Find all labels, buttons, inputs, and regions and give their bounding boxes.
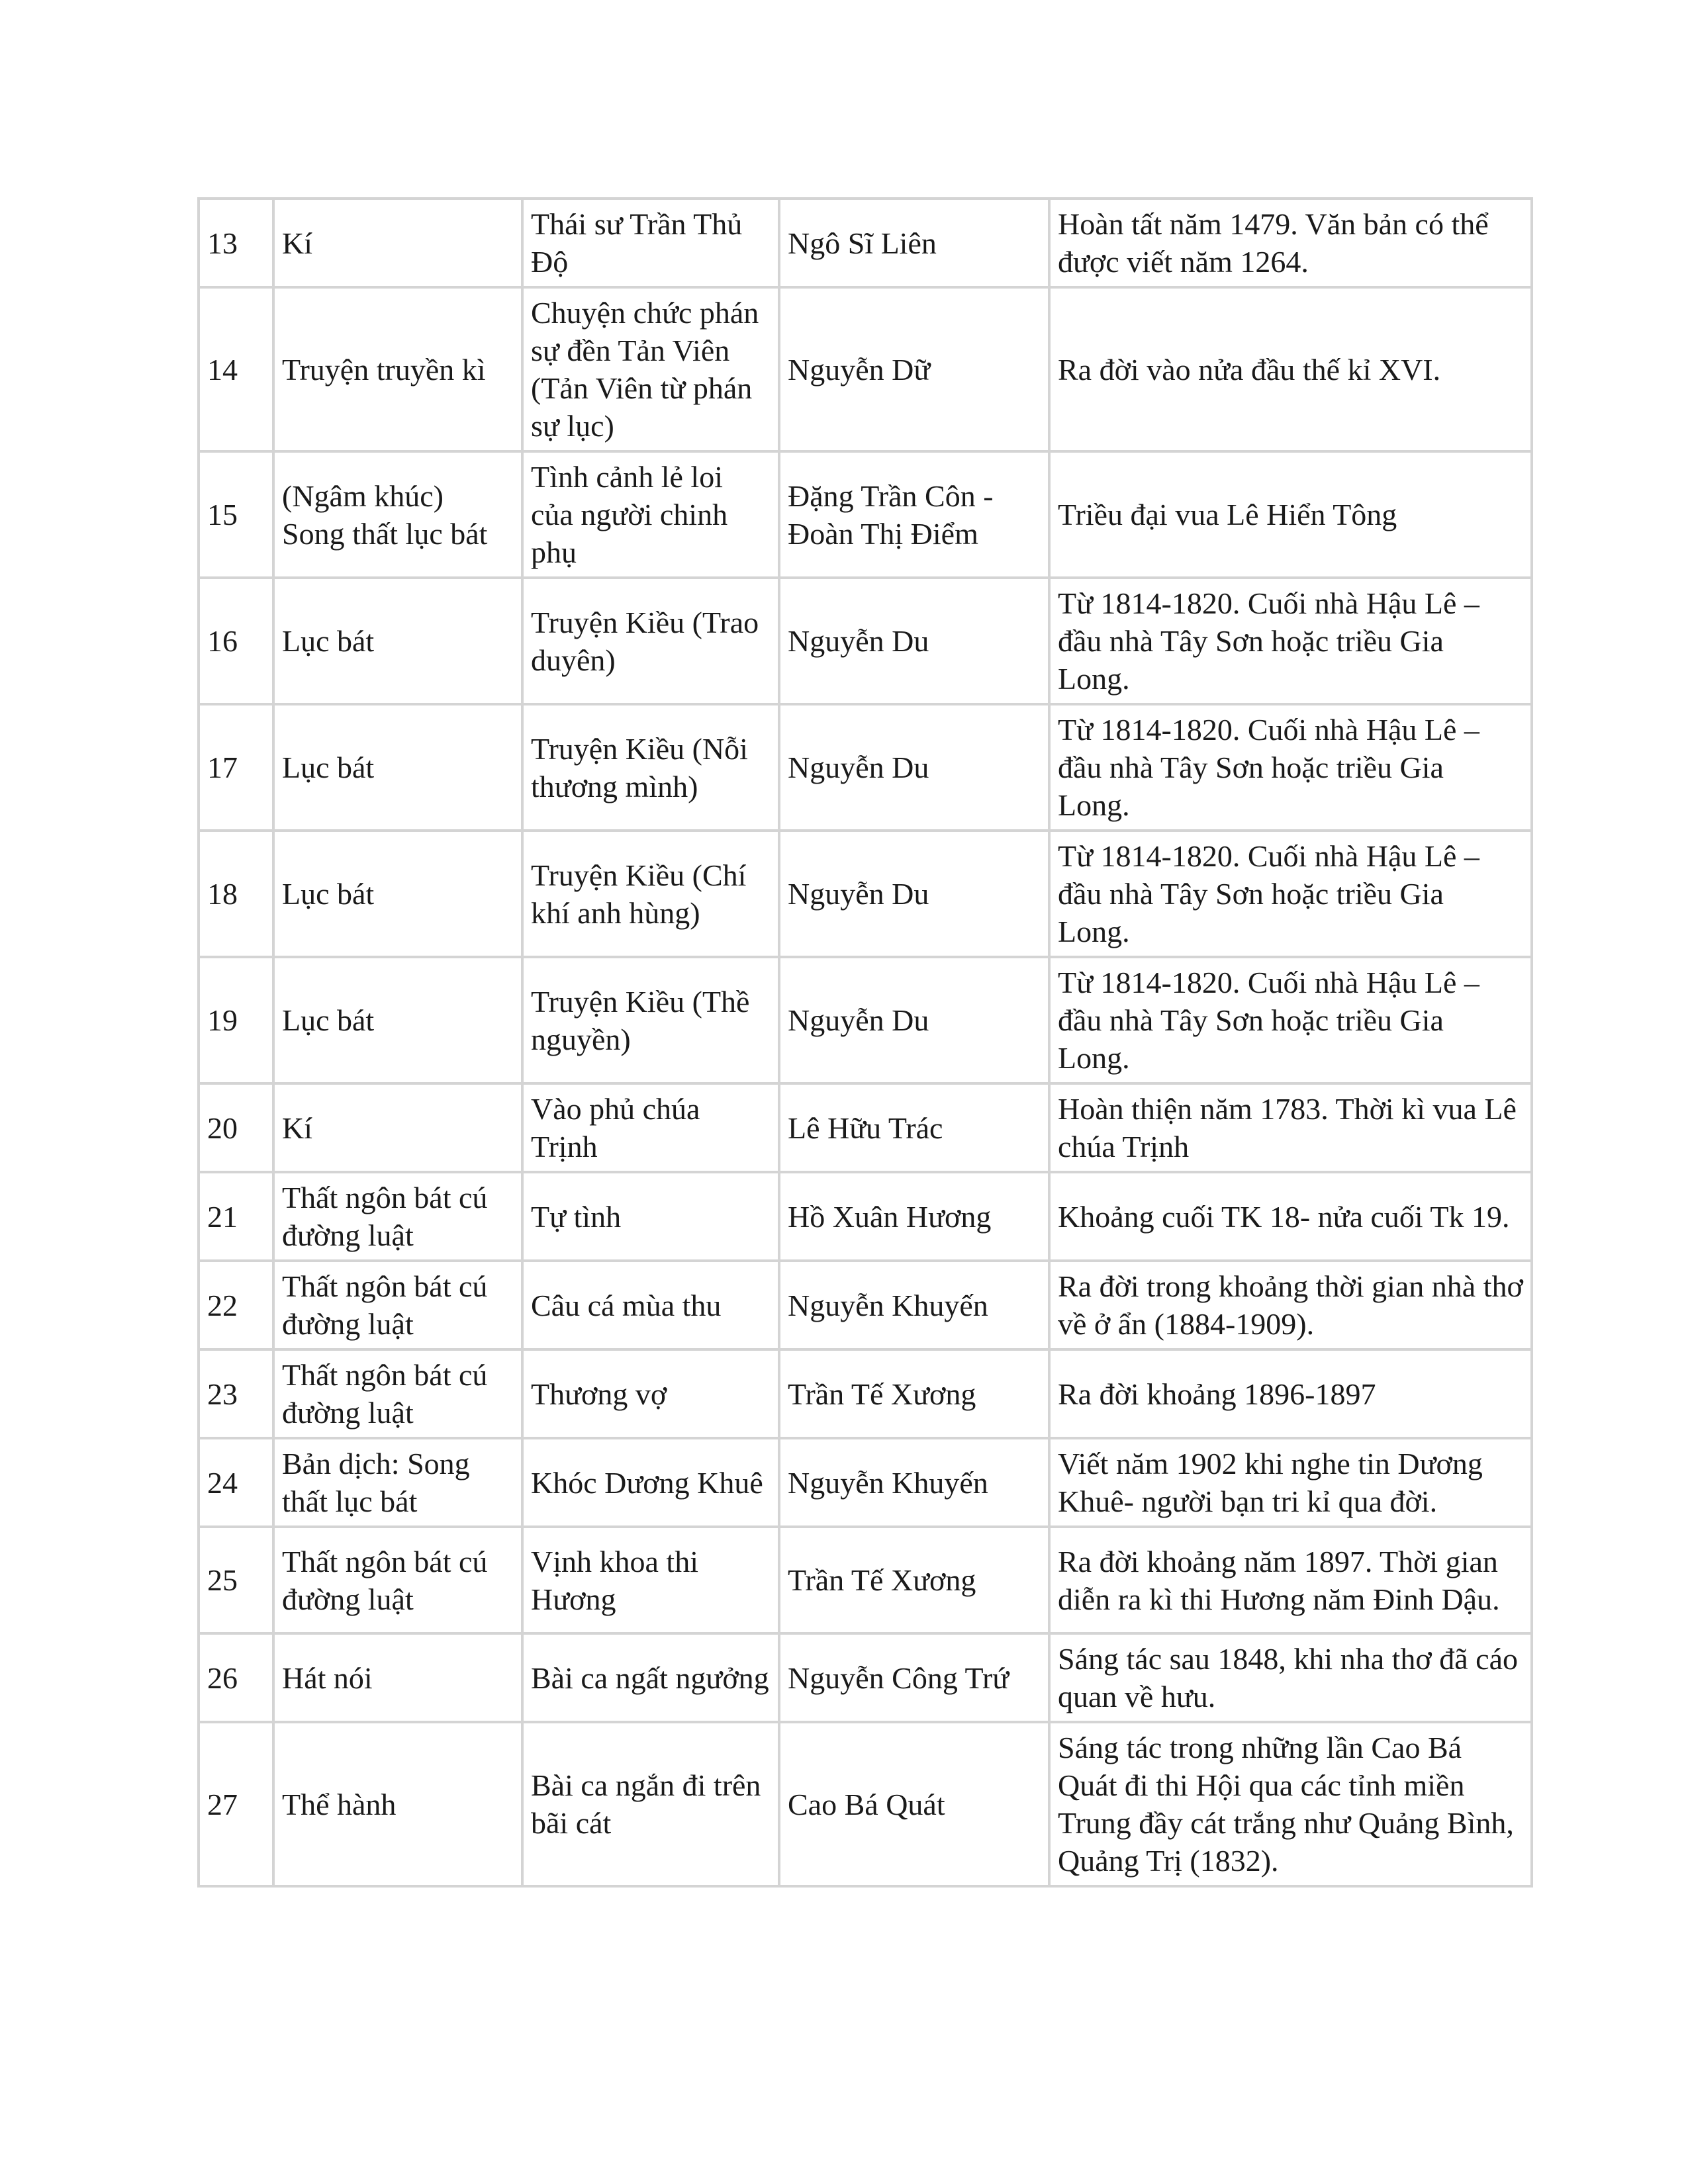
context-cell: Viết năm 1902 khi nghe tin Dương Khuê- người bạn tri kỉ qua đời. bbox=[1049, 1438, 1532, 1527]
author-cell: Nguyễn Du bbox=[779, 831, 1049, 957]
table-row bbox=[199, 1261, 1532, 1349]
author-cell: Lê Hữu Trác bbox=[779, 1083, 1049, 1172]
genre-cell: Thất ngôn bát cú đường luật bbox=[273, 1261, 522, 1349]
author-cell: Cao Bá Quát bbox=[779, 1722, 1049, 1886]
context-cell: Từ 1814-1820. Cuối nhà Hậu Lê – đầu nhà Tây Sơn hoặc triều Gia Long. bbox=[1049, 957, 1532, 1083]
table-row bbox=[199, 957, 1532, 1083]
context-cell: Ra đời khoảng năm 1897. Thời gian diễn ra kì thi Hương năm Đinh Dậu. bbox=[1049, 1527, 1532, 1633]
author-cell: Ngô Sĩ Liên bbox=[779, 199, 1049, 287]
row-number: 24 bbox=[199, 1438, 273, 1527]
context-cell: Triều đại vua Lê Hiển Tông bbox=[1049, 451, 1532, 578]
table-row bbox=[199, 1633, 1532, 1722]
context-cell: Từ 1814-1820. Cuối nhà Hậu Lê – đầu nhà Tây Sơn hoặc triều Gia Long. bbox=[1049, 578, 1532, 704]
table-row bbox=[199, 1722, 1532, 1886]
title-cell: Truyện Kiều (Nỗi thương mình) bbox=[522, 704, 779, 831]
author-cell: Nguyễn Dữ bbox=[779, 287, 1049, 451]
author-cell: Nguyễn Khuyến bbox=[779, 1438, 1049, 1527]
title-cell: Bài ca ngất ngưởng bbox=[522, 1633, 779, 1722]
title-cell: Vịnh khoa thi Hương bbox=[522, 1527, 779, 1633]
table-body bbox=[199, 199, 1532, 1886]
genre-cell: (Ngâm khúc) Song thất lục bát bbox=[273, 451, 522, 578]
genre-cell: Lục bát bbox=[273, 957, 522, 1083]
genre-cell: Lục bát bbox=[273, 704, 522, 831]
context-cell: Ra đời trong khoảng thời gian nhà thơ về ở ẩn (1884-1909). bbox=[1049, 1261, 1532, 1349]
author-cell: Đặng Trần Côn - Đoàn Thị Điểm bbox=[779, 451, 1049, 578]
context-cell: Hoàn thiện năm 1783. Thời kì vua Lê chúa Trịnh bbox=[1049, 1083, 1532, 1172]
title-cell: Tự tình bbox=[522, 1172, 779, 1261]
context-cell: Ra đời khoảng 1896-1897 bbox=[1049, 1349, 1532, 1438]
context-cell: Khoảng cuối TK 18- nửa cuối Tk 19. bbox=[1049, 1172, 1532, 1261]
table-row bbox=[199, 1083, 1532, 1172]
literature-table bbox=[197, 197, 1533, 1888]
context-cell: Sáng tác trong những lần Cao Bá Quát đi thi Hội qua các tỉnh miền Trung đầy cát trắng như Quảng Bình, Quảng Trị (1832). bbox=[1049, 1722, 1532, 1886]
row-number: 20 bbox=[199, 1083, 273, 1172]
row-number: 16 bbox=[199, 578, 273, 704]
genre-cell: Thất ngôn bát cú đường luật bbox=[273, 1172, 522, 1261]
genre-cell: Lục bát bbox=[273, 578, 522, 704]
title-cell: Chuyện chức phán sự đền Tản Viên (Tản Viên từ phán sự lục) bbox=[522, 287, 779, 451]
table-row bbox=[199, 831, 1532, 957]
table-row bbox=[199, 1349, 1532, 1438]
author-cell: Nguyễn Du bbox=[779, 957, 1049, 1083]
genre-cell: Truyện truyền kì bbox=[273, 287, 522, 451]
table-row bbox=[199, 199, 1532, 287]
table-row bbox=[199, 1438, 1532, 1527]
genre-cell: Bản dịch: Song thất lục bát bbox=[273, 1438, 522, 1527]
title-cell: Thương vợ bbox=[522, 1349, 779, 1438]
title-cell: Bài ca ngắn đi trên bãi cát bbox=[522, 1722, 779, 1886]
row-number: 22 bbox=[199, 1261, 273, 1349]
title-cell: Tình cảnh lẻ loi của người chinh phụ bbox=[522, 451, 779, 578]
title-cell: Truyện Kiều (Chí khí anh hùng) bbox=[522, 831, 779, 957]
author-cell: Trần Tế Xương bbox=[779, 1527, 1049, 1633]
genre-cell: Thất ngôn bát cú đường luật bbox=[273, 1527, 522, 1633]
context-cell: Ra đời vào nửa đầu thế kỉ XVI. bbox=[1049, 287, 1532, 451]
title-cell: Thái sư Trần Thủ Độ bbox=[522, 199, 779, 287]
author-cell: Nguyễn Du bbox=[779, 578, 1049, 704]
title-cell: Vào phủ chúa Trịnh bbox=[522, 1083, 779, 1172]
row-number: 27 bbox=[199, 1722, 273, 1886]
row-number: 21 bbox=[199, 1172, 273, 1261]
context-cell: Từ 1814-1820. Cuối nhà Hậu Lê – đầu nhà Tây Sơn hoặc triều Gia Long. bbox=[1049, 831, 1532, 957]
author-cell: Nguyễn Công Trứ bbox=[779, 1633, 1049, 1722]
title-cell: Truyện Kiều (Thề nguyền) bbox=[522, 957, 779, 1083]
title-cell: Truyện Kiều (Trao duyên) bbox=[522, 578, 779, 704]
author-cell: Hồ Xuân Hương bbox=[779, 1172, 1049, 1261]
row-number: 13 bbox=[199, 199, 273, 287]
author-cell: Trần Tế Xương bbox=[779, 1349, 1049, 1438]
author-cell: Nguyễn Du bbox=[779, 704, 1049, 831]
row-number: 25 bbox=[199, 1527, 273, 1633]
row-number: 18 bbox=[199, 831, 273, 957]
table-row bbox=[199, 578, 1532, 704]
context-cell: Sáng tác sau 1848, khi nha thơ đã cáo quan về hưu. bbox=[1049, 1633, 1532, 1722]
context-cell: Từ 1814-1820. Cuối nhà Hậu Lê – đầu nhà Tây Sơn hoặc triều Gia Long. bbox=[1049, 704, 1532, 831]
table-row bbox=[199, 1172, 1532, 1261]
row-number: 26 bbox=[199, 1633, 273, 1722]
row-number: 23 bbox=[199, 1349, 273, 1438]
table-row bbox=[199, 704, 1532, 831]
genre-cell: Kí bbox=[273, 1083, 522, 1172]
title-cell: Câu cá mùa thu bbox=[522, 1261, 779, 1349]
genre-cell: Thất ngôn bát cú đường luật bbox=[273, 1349, 522, 1438]
table-row bbox=[199, 451, 1532, 578]
author-cell: Nguyễn Khuyến bbox=[779, 1261, 1049, 1349]
row-number: 15 bbox=[199, 451, 273, 578]
row-number: 19 bbox=[199, 957, 273, 1083]
genre-cell: Lục bát bbox=[273, 831, 522, 957]
genre-cell: Hát nói bbox=[273, 1633, 522, 1722]
row-number: 14 bbox=[199, 287, 273, 451]
table-row bbox=[199, 1527, 1532, 1633]
context-cell: Hoàn tất năm 1479. Văn bản có thể được viết năm 1264. bbox=[1049, 199, 1532, 287]
title-cell: Khóc Dương Khuê bbox=[522, 1438, 779, 1527]
row-number: 17 bbox=[199, 704, 273, 831]
genre-cell: Kí bbox=[273, 199, 522, 287]
table-row bbox=[199, 287, 1532, 451]
genre-cell: Thể hành bbox=[273, 1722, 522, 1886]
